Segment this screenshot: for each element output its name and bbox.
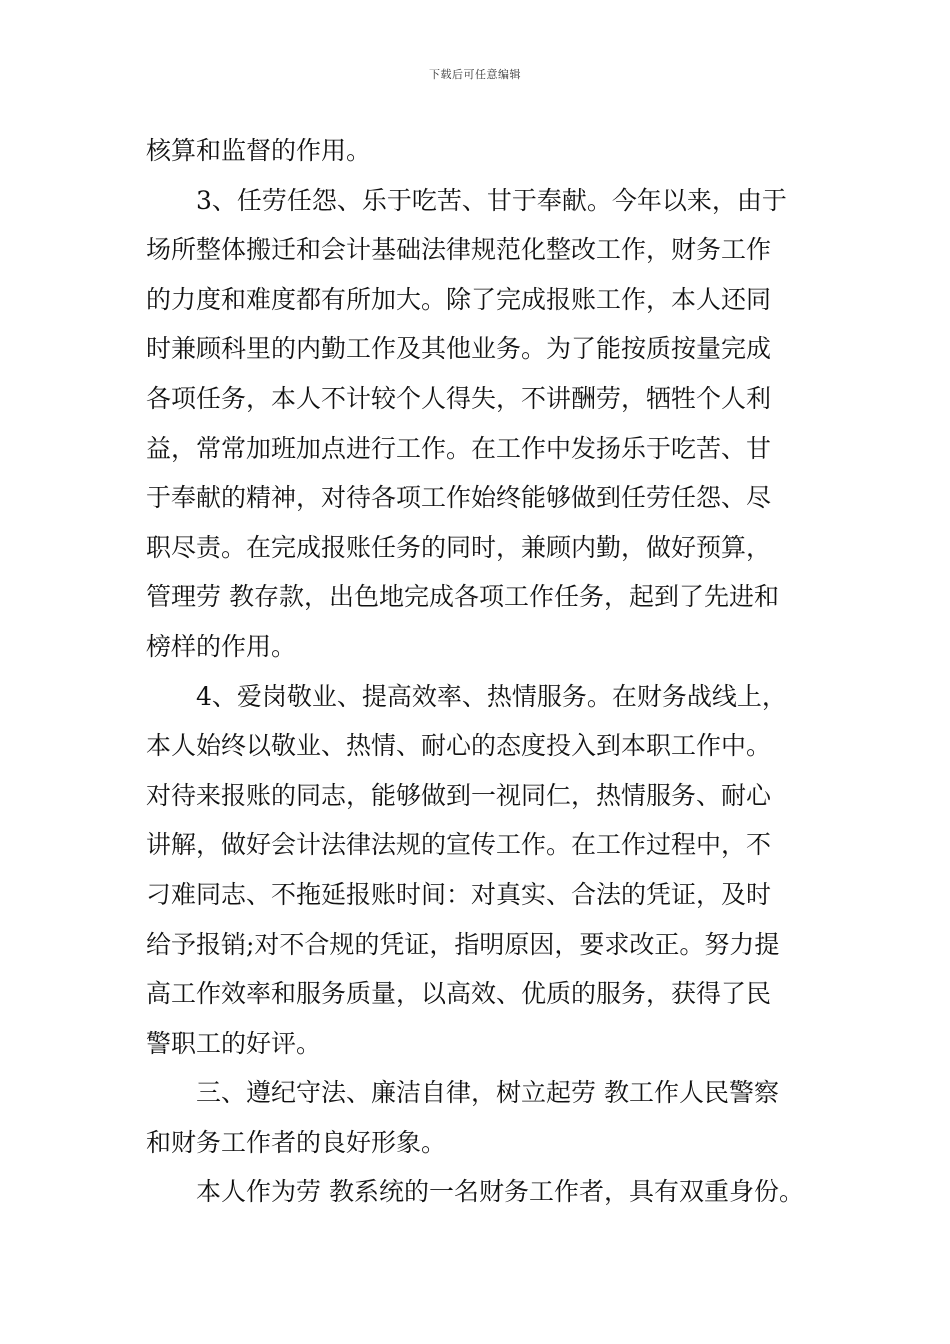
text-line: 4、爱岗敬业、提高效率、热情服务。在财务战线上， xyxy=(196,681,787,711)
document-body xyxy=(146,126,836,1217)
text-line: 3、任劳任怨、乐于吃苦、甘于奉献。今年以来，由于 xyxy=(196,185,787,215)
text-line: 于奉献的精神，对待各项工作始终能够做到任劳任怨、尽 xyxy=(146,483,772,513)
text-line: 给予报销;对不合规的凭证，指明原因，要求改正。努力提 xyxy=(146,929,780,959)
text-line: 讲解，做好会计法律法规的宣传工作。在工作过程中，不 xyxy=(146,830,772,860)
text-line: 本人始终以敬业、热情、耐心的态度投入到本职工作中。 xyxy=(146,731,772,761)
text-line: 各项任务，本人不计较个人得失，不讲酬劳，牺牲个人利 xyxy=(146,383,772,413)
text-line: 核算和监督的作用。 xyxy=(146,136,372,165)
text-line: 对待来报账的同志，能够做到一视同仁，热情服务、耐心 xyxy=(146,780,772,810)
text-line: 的力度和难度都有所加大。除了完成报账工作，本人还同 xyxy=(146,284,772,314)
text-line: 榜样的作用。 xyxy=(146,631,297,661)
page-header: 下载后可任意编辑 xyxy=(429,68,521,81)
text-line: 警职工的好评。 xyxy=(146,1028,322,1058)
text-line: 刁难同志、不拖延报账时间：对真实、合法的凭证，及时 xyxy=(146,879,772,909)
text-line: 益，常常加班加点进行工作。在工作中发扬乐于吃苦、甘 xyxy=(146,433,772,463)
text-line: 职尽责。在完成报账任务的同时，兼顾内勤，做好预算， xyxy=(146,532,772,562)
text-line: 三、遵纪守法、廉洁自律，树立起劳 教工作人民警察 xyxy=(196,1078,779,1108)
text-line: 和财务工作者的良好形象。 xyxy=(146,1127,447,1157)
text-line: 高工作效率和服务质量，以高效、优质的服务，获得了民 xyxy=(146,979,772,1009)
text-line: 本人作为劳 教系统的一名财务工作者，具有双重身份。 xyxy=(196,1177,804,1207)
text-line: 管理劳 教存款，出色地完成各项工作任务，起到了先进和 xyxy=(146,582,779,612)
text-line: 时兼顾科里的内勤工作及其他业务。为了能按质按量完成 xyxy=(146,334,772,364)
text-line: 场所整体搬迁和会计基础法律规范化整改工作，财务工作 xyxy=(146,235,772,265)
